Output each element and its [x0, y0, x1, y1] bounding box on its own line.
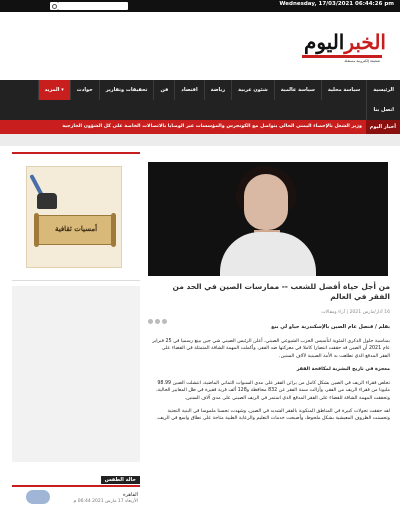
article-body [150, 338, 390, 429]
article-title: من أجل حياة أفضل للشعب -- ممارسات الصين في الحد من الفقر في العالم [172, 282, 390, 302]
nav-item-art[interactable]: فن [153, 80, 174, 100]
article-paragraph: بمناسبة حلول الذكرى المئوية لتأسيس الحزب الشيوعي الصيني، أعلن الرئيس الصيني شي جين بينغ رسميا في 25 فبراير عام 2021 أن الصين قد حققت انتصارا كاملا في معركتها ضد الفقر، وأكملت المهمة الشاقة المتمثلة في القضاء على الفقر المدقع الذي تطلعت به الأمة الصينية لآلاف السنين. [152, 339, 390, 359]
ticker-text[interactable]: وزير الشغل بالإحصاء اليمني الحالي يتواصل مع الكونجرس والمؤسسات عبر الوصايا بالاتصالات الخاصة على كل الشؤون الخارجية [62, 124, 362, 129]
breaking-news-ticker [0, 120, 400, 134]
nav-item-more[interactable]: المزيد ▾ [38, 80, 70, 100]
ad-text: أمسيات ثقافية [54, 224, 98, 233]
nav-item-world-politics[interactable]: سياسة عالمية [274, 80, 321, 100]
photo-face [244, 174, 288, 230]
nav-item-sports[interactable]: رياضة [204, 80, 232, 100]
logo-subtitle: صحيفة إلكترونية مستقلة [344, 59, 380, 63]
sidebar [12, 152, 140, 517]
nav-row [38, 80, 400, 100]
nav-row-2 [366, 100, 400, 120]
content-gap [0, 134, 400, 146]
article-meta: 16 آذار/مارس 2021 | آراء ومقالات [321, 310, 390, 315]
search-box[interactable] [58, 2, 128, 10]
inkwell-icon [37, 193, 57, 209]
divider [12, 280, 140, 281]
sidebar-rule [12, 152, 140, 154]
article [148, 152, 390, 517]
social-links [6, 2, 46, 10]
weather-time: الأربعاء 17 مارس 2021 06:44 م [73, 499, 138, 504]
article-subheading: معجزة في تاريخ البشرية لمكافحة الفقر [296, 367, 390, 373]
current-date: Wednesday, 17/03/2021 06:44:26 pm [279, 1, 394, 7]
article-paragraph: لقد حققت تحولات كبيرة في المناطق المنكوبة بالفقر الشديد في الصين، وشهدت تحسنا ملموسا في البنية التحتية وتحسنت الظروف المعيشية بشكل ملحوظ، وأصبحت خدمات التعليم والرعاية الطبية متاحة على نطاق واسع في الريف. [156, 408, 390, 422]
photo-jacket [220, 232, 316, 276]
logo-text: الخبراليوم [303, 30, 386, 54]
sidebar-ad-slot [12, 286, 140, 462]
nav-item-home[interactable]: الرئيسية [366, 80, 400, 100]
article-image [148, 162, 388, 276]
cloud-icon [26, 490, 50, 504]
top-bar [0, 0, 400, 12]
article-byline: بقلم / قنصل عام الصين بالإسكندرية جياو لي بنغ [271, 324, 390, 330]
nav-item-contact[interactable]: اتصل بنا [366, 100, 400, 120]
nav-item-reports[interactable]: تحقيقات وتقارير [99, 80, 154, 100]
ticker-label: أخبار اليوم [366, 120, 400, 134]
weather-city: القاهرة [123, 492, 138, 498]
main-nav [0, 80, 400, 120]
search-icon[interactable] [50, 2, 58, 10]
article-paragraph: تخلص فقراء الريف في الصين بشكل كامل من براثن الفقر على مدى السنوات الثماني الماضية، انتشلت الصين 98.99 مليونا من فقراء الريف من الفقر، وأزالت سمة الفقر عن 832 محافظة و128 ألف قرية فقيرة في ظل المعايير الحالية، وتحققت المهمة الشاقة للقضاء على الفقر المدقع الذي استمر في الريف الصيني على مدى آلاف السنين. [156, 380, 390, 401]
cultural-evenings-ad[interactable] [26, 166, 122, 268]
nav-item-accidents[interactable]: حوادث [70, 80, 99, 100]
site-logo[interactable] [296, 30, 386, 66]
nav-item-economy[interactable]: اقتصاد [174, 80, 203, 100]
logo-strip [302, 55, 382, 58]
site-header [0, 12, 400, 80]
nav-item-arab-affairs[interactable]: شئون عربية [231, 80, 274, 100]
scroll-banner [37, 215, 113, 245]
weather-title-bar [12, 476, 140, 487]
weather-title: حالة الطقس [101, 476, 140, 484]
nav-item-local-politics[interactable]: سياسة محلية [321, 80, 366, 100]
